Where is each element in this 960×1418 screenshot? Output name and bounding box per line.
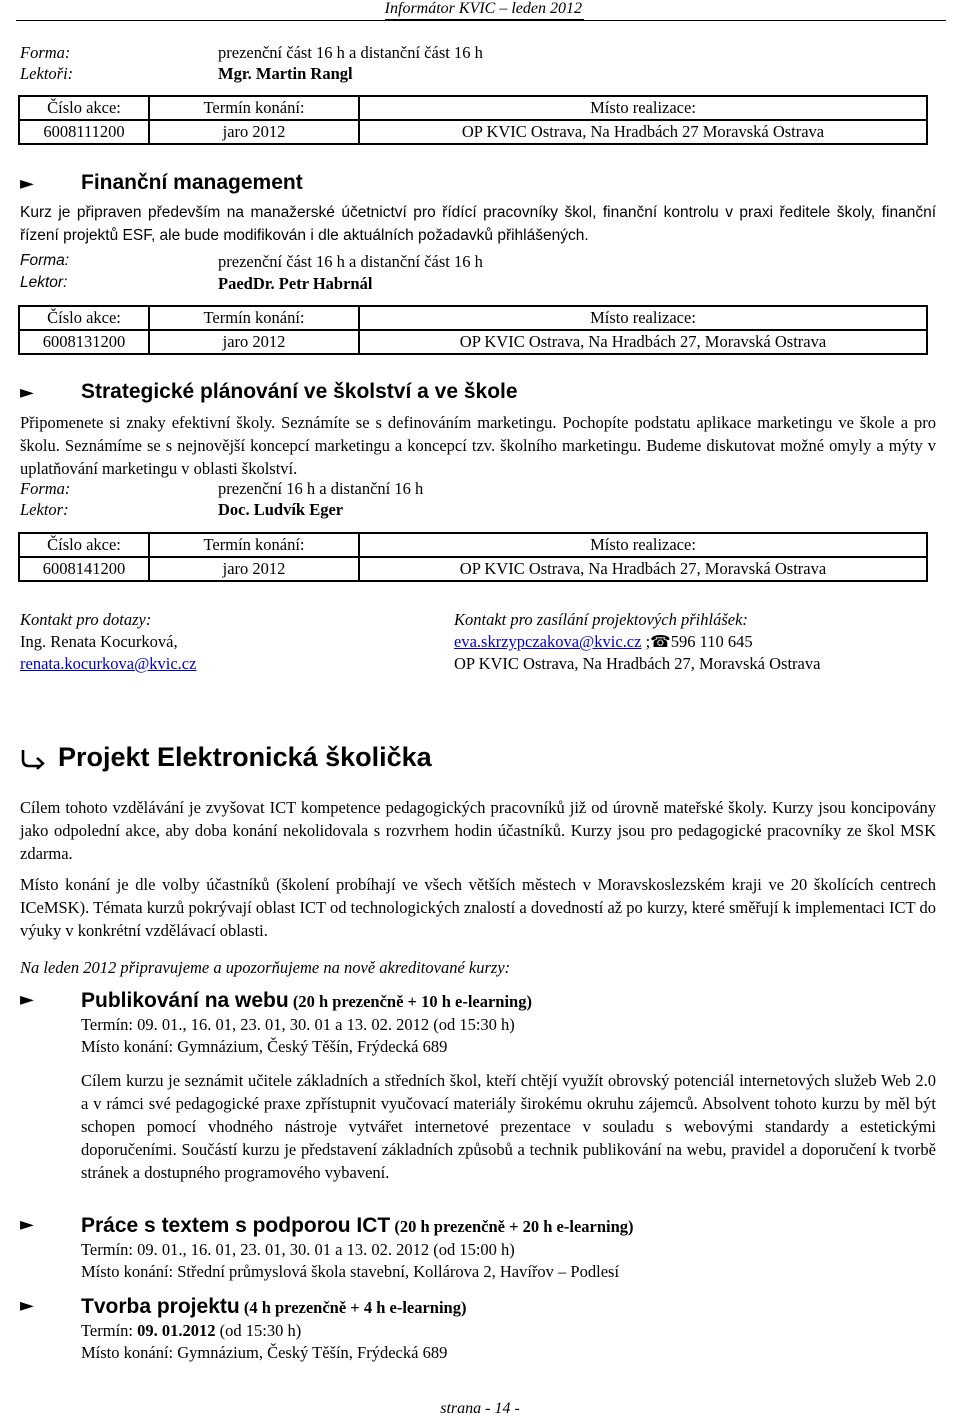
contact-left-heading: Kontakt pro dotazy: <box>20 610 152 629</box>
project-paragraph-1: Cílem tohoto vzdělávání je zvyšovat ICT kompetence pedagogických pracovníků již od úrovně mateřské školy. Kurzy jsou koncipovány jako odpolední akce, aby doba konání nekolidovala s rozvrhem hodin účastníků. Kurzy jsou pro pedagogické pracovníky ze škol MSK zdarma. <box>20 798 936 863</box>
course-title: Finanční management <box>81 171 303 194</box>
forma-value: prezenční část 16 h a distanční část 16 h <box>218 252 483 271</box>
course-heading-financni <box>20 171 303 195</box>
course-termin <box>81 1321 301 1341</box>
forma-label: Forma: <box>20 479 71 498</box>
course-termin: Termín: 09. 01., 16. 01, 23. 01, 30. 01 a 13. 02. 2012 (od 15:00 h) <box>81 1240 515 1259</box>
termin-date: 09. 01.2012 <box>137 1321 216 1340</box>
cell-cislo: 6008141200 <box>19 557 149 581</box>
bullet-arrow-icon: ► <box>20 989 34 1010</box>
page-header: Informátor KVIC – leden 2012 <box>385 0 584 20</box>
col-cislo: Číslo akce: <box>19 306 149 330</box>
contact-right-heading: Kontakt pro zasílání projektových přihlášek: <box>454 610 748 629</box>
cell-termin: jaro 2012 <box>149 120 359 144</box>
lektor-label: Lektor: <box>20 274 68 291</box>
cell-cislo: 6008131200 <box>19 330 149 354</box>
forma-value: prezenční část 16 h a distanční část 16 h <box>218 43 483 62</box>
page-number: strana - 14 - <box>440 1400 520 1417</box>
col-cislo: Číslo akce: <box>19 533 149 557</box>
project-title: Projekt Elektronická školička <box>58 742 432 772</box>
bullet-arrow-icon: ► <box>20 1214 34 1235</box>
cell-misto: OP KVIC Ostrava, Na Hradbách 27 Moravská Ostrava <box>359 120 927 144</box>
col-misto: Místo realizace: <box>359 533 927 557</box>
col-termin: Termín konání: <box>149 96 359 120</box>
project-paragraph-2: Místo konání je dle volby účastníků (školení probíhají ve všech větších městech v Moravskoslezském kraji ve 20 školících centrech ICeMSK). Témata kurzů pokrývají oblast ICT od technologických znalostí a dovedností až po kurzy, které směřují k implementaci ICT do výuky v konkrétní vzdělávací oblasti. <box>20 875 936 940</box>
akce-table-3 <box>18 532 928 582</box>
cell-cislo: 6008111200 <box>19 120 149 144</box>
course-heading-projekt <box>20 1295 467 1318</box>
course-title: Práce s textem s podporou ICT <box>81 1214 391 1237</box>
bullet-arrow-icon: ► <box>20 1295 34 1316</box>
project-intro: Na leden 2012 připravujeme a upozorňujeme na nově akreditované kurzy: <box>20 958 511 977</box>
contact-right-email[interactable]: eva.skrzypczakova@kvic.cz <box>454 632 642 651</box>
course-description: Kurz je připraven především na manažerské účetnictví pro řídící pracovníky škol, finanční kontrolu v praxi ředitele školy, finanční řízení projektů ESF, ale bude modifikován i dle aktuálních požadavků přihlášených. <box>20 204 936 244</box>
course-description: Cílem kurzu je seznámit učitele základních a středních škol, kteří chtějí využít obrovský potenciál internetových služeb Web 2.0 a v rámci své pedagogické praxe zpřístupnit vyučovací materiály širokému okruhu zájemců. Absolvent tohoto kurzu by měl být schopen pomocí vhodného nástroje vytvářet internetové prezentace v souladu s webovými standardy a estetickými doporučeními. Součástí kurzu je představení základních způsobů a technik publikování na webu, pravidel a doporučení k tvorbě stránek a dostupného programového vybavení. <box>81 1071 936 1182</box>
forma-value: prezenční 16 h a distanční 16 h <box>218 479 424 498</box>
course-misto: Místo konání: Gymnázium, Český Těšín, Frýdecká 689 <box>81 1343 448 1362</box>
cell-misto: OP KVIC Ostrava, Na Hradbách 27, Moravská Ostrava <box>359 557 927 581</box>
course-misto: Místo konání: Gymnázium, Český Těšín, Frýdecká 689 <box>81 1037 448 1056</box>
forma-label: Forma: <box>20 252 70 269</box>
cell-termin: jaro 2012 <box>149 557 359 581</box>
col-misto: Místo realizace: <box>359 306 927 330</box>
course-termin: Termín: 09. 01., 16. 01, 23. 01, 30. 01 a 13. 02. 2012 (od 15:30 h) <box>81 1015 515 1034</box>
lektor-label: Lektoři: <box>20 64 74 83</box>
contact-right-line <box>454 632 753 652</box>
course-title: Strategické plánování ve školství a ve škole <box>81 380 518 403</box>
course-hours: (4 h prezenčně + 4 h e-learning) <box>243 1298 467 1317</box>
col-termin: Termín konání: <box>149 306 359 330</box>
cell-misto: OP KVIC Ostrava, Na Hradbách 27, Moravská Ostrava <box>359 330 927 354</box>
lektor-label: Lektor: <box>20 500 69 519</box>
akce-table-1 <box>18 95 928 145</box>
bullet-arrow-icon: ► <box>20 173 34 194</box>
course-hours: (20 h prezenčně + 10 h e-learning) <box>292 992 532 1011</box>
lektor-value: PaedDr. Petr Habrnál <box>218 274 373 293</box>
col-cislo: Číslo akce: <box>19 96 149 120</box>
course-heading-strategicke <box>20 380 518 404</box>
header-rule <box>16 20 946 21</box>
lektor-value: Mgr. Martin Rangl <box>218 64 353 83</box>
cell-termin: jaro 2012 <box>149 330 359 354</box>
lektor-value: Doc. Ludvík Eger <box>218 500 344 519</box>
course-heading-web <box>20 989 532 1012</box>
akce-table-2 <box>18 305 928 355</box>
course-title: Publikování na webu <box>81 989 289 1012</box>
course-description: Připomenete si znaky efektivní školy. Seznámíte se s definováním marketingu. Pochopíte podstatu aplikace marketingu ve škole a pro školu. Seznámíme se s nejnovější koncepcí marketingu a koncepcí tzv. školního marketingu. Budeme diskutovat možné omyly a mýty v uplatňování marketingu v oblasti školství. <box>20 413 936 478</box>
bullet-arrow-icon: ► <box>20 382 34 403</box>
contact-left-name: Ing. Renata Kocurková, <box>20 632 178 651</box>
curved-arrow-icon <box>20 746 46 777</box>
termin-time: (od 15:30 h) <box>215 1321 302 1340</box>
contact-right-address: OP KVIC Ostrava, Na Hradbách 27, Moravská Ostrava <box>454 654 821 673</box>
course-title: Tvorba projektu <box>81 1295 240 1318</box>
contact-right-phone: ;☎596 110 645 <box>645 632 753 651</box>
contact-left-email[interactable]: renata.kocurkova@kvic.cz <box>20 654 197 673</box>
col-misto: Místo realizace: <box>359 96 927 120</box>
course-heading-text <box>20 1214 634 1237</box>
termin-label: Termín: <box>81 1321 138 1340</box>
course-misto: Místo konání: Střední průmyslová škola stavební, Kollárova 2, Havířov – Podlesí <box>81 1262 620 1281</box>
col-termin: Termín konání: <box>149 533 359 557</box>
forma-label: Forma: <box>20 43 71 62</box>
course-hours: (20 h prezenčně + 20 h e-learning) <box>394 1217 634 1236</box>
